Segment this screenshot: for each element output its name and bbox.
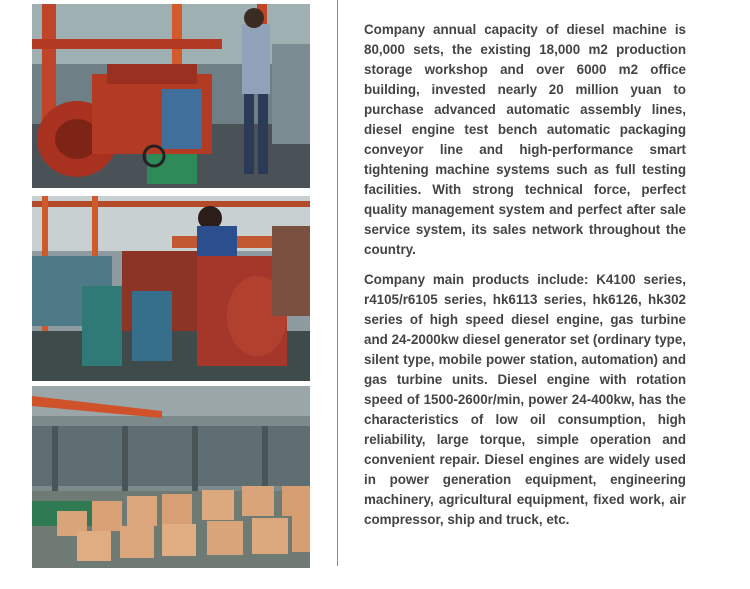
products-paragraph: Company main products include: K4100 series, r4105/r6105 series, hk6113 series, hk6126, hk302 series of high speed diesel engine, gas turbine and 24-2000kw diesel generator set (ordinary type, silent type, mobile power station, automation) and gas turbine units. Diesel engine with rotation speed of 1500-2600r/min, power 24-400kw, has the characteristics of low oil consumption, high reliability, large torque, simple operation and convenient repair. Diesel engines are widely used in power generation equipment, engineering machinery, agricultural equipment, fixed work, air compressor, ship and truck, etc.	[364, 272, 686, 527]
engine-production-line-photo	[32, 196, 310, 381]
capacity-paragraph: Company annual capacity of diesel machine is 80,000 sets, the existing 18,000 m2 production storage workshop and over 6000 m2 office building, invested nearly 20 million yuan to purchase advanced automatic assembly lines, diesel engine test bench automatic packaging conveyor line and high-performance smart tightening machine systems such as full testing facilities. With strong technical force, perfect quality management system and perfect after sale service system, its sales network throughout the country.	[364, 22, 686, 257]
company-description	[364, 20, 686, 540]
assembly-line-worker-photo	[32, 4, 310, 188]
warehouse-packaging-photo	[32, 386, 310, 568]
column-divider	[337, 0, 338, 566]
